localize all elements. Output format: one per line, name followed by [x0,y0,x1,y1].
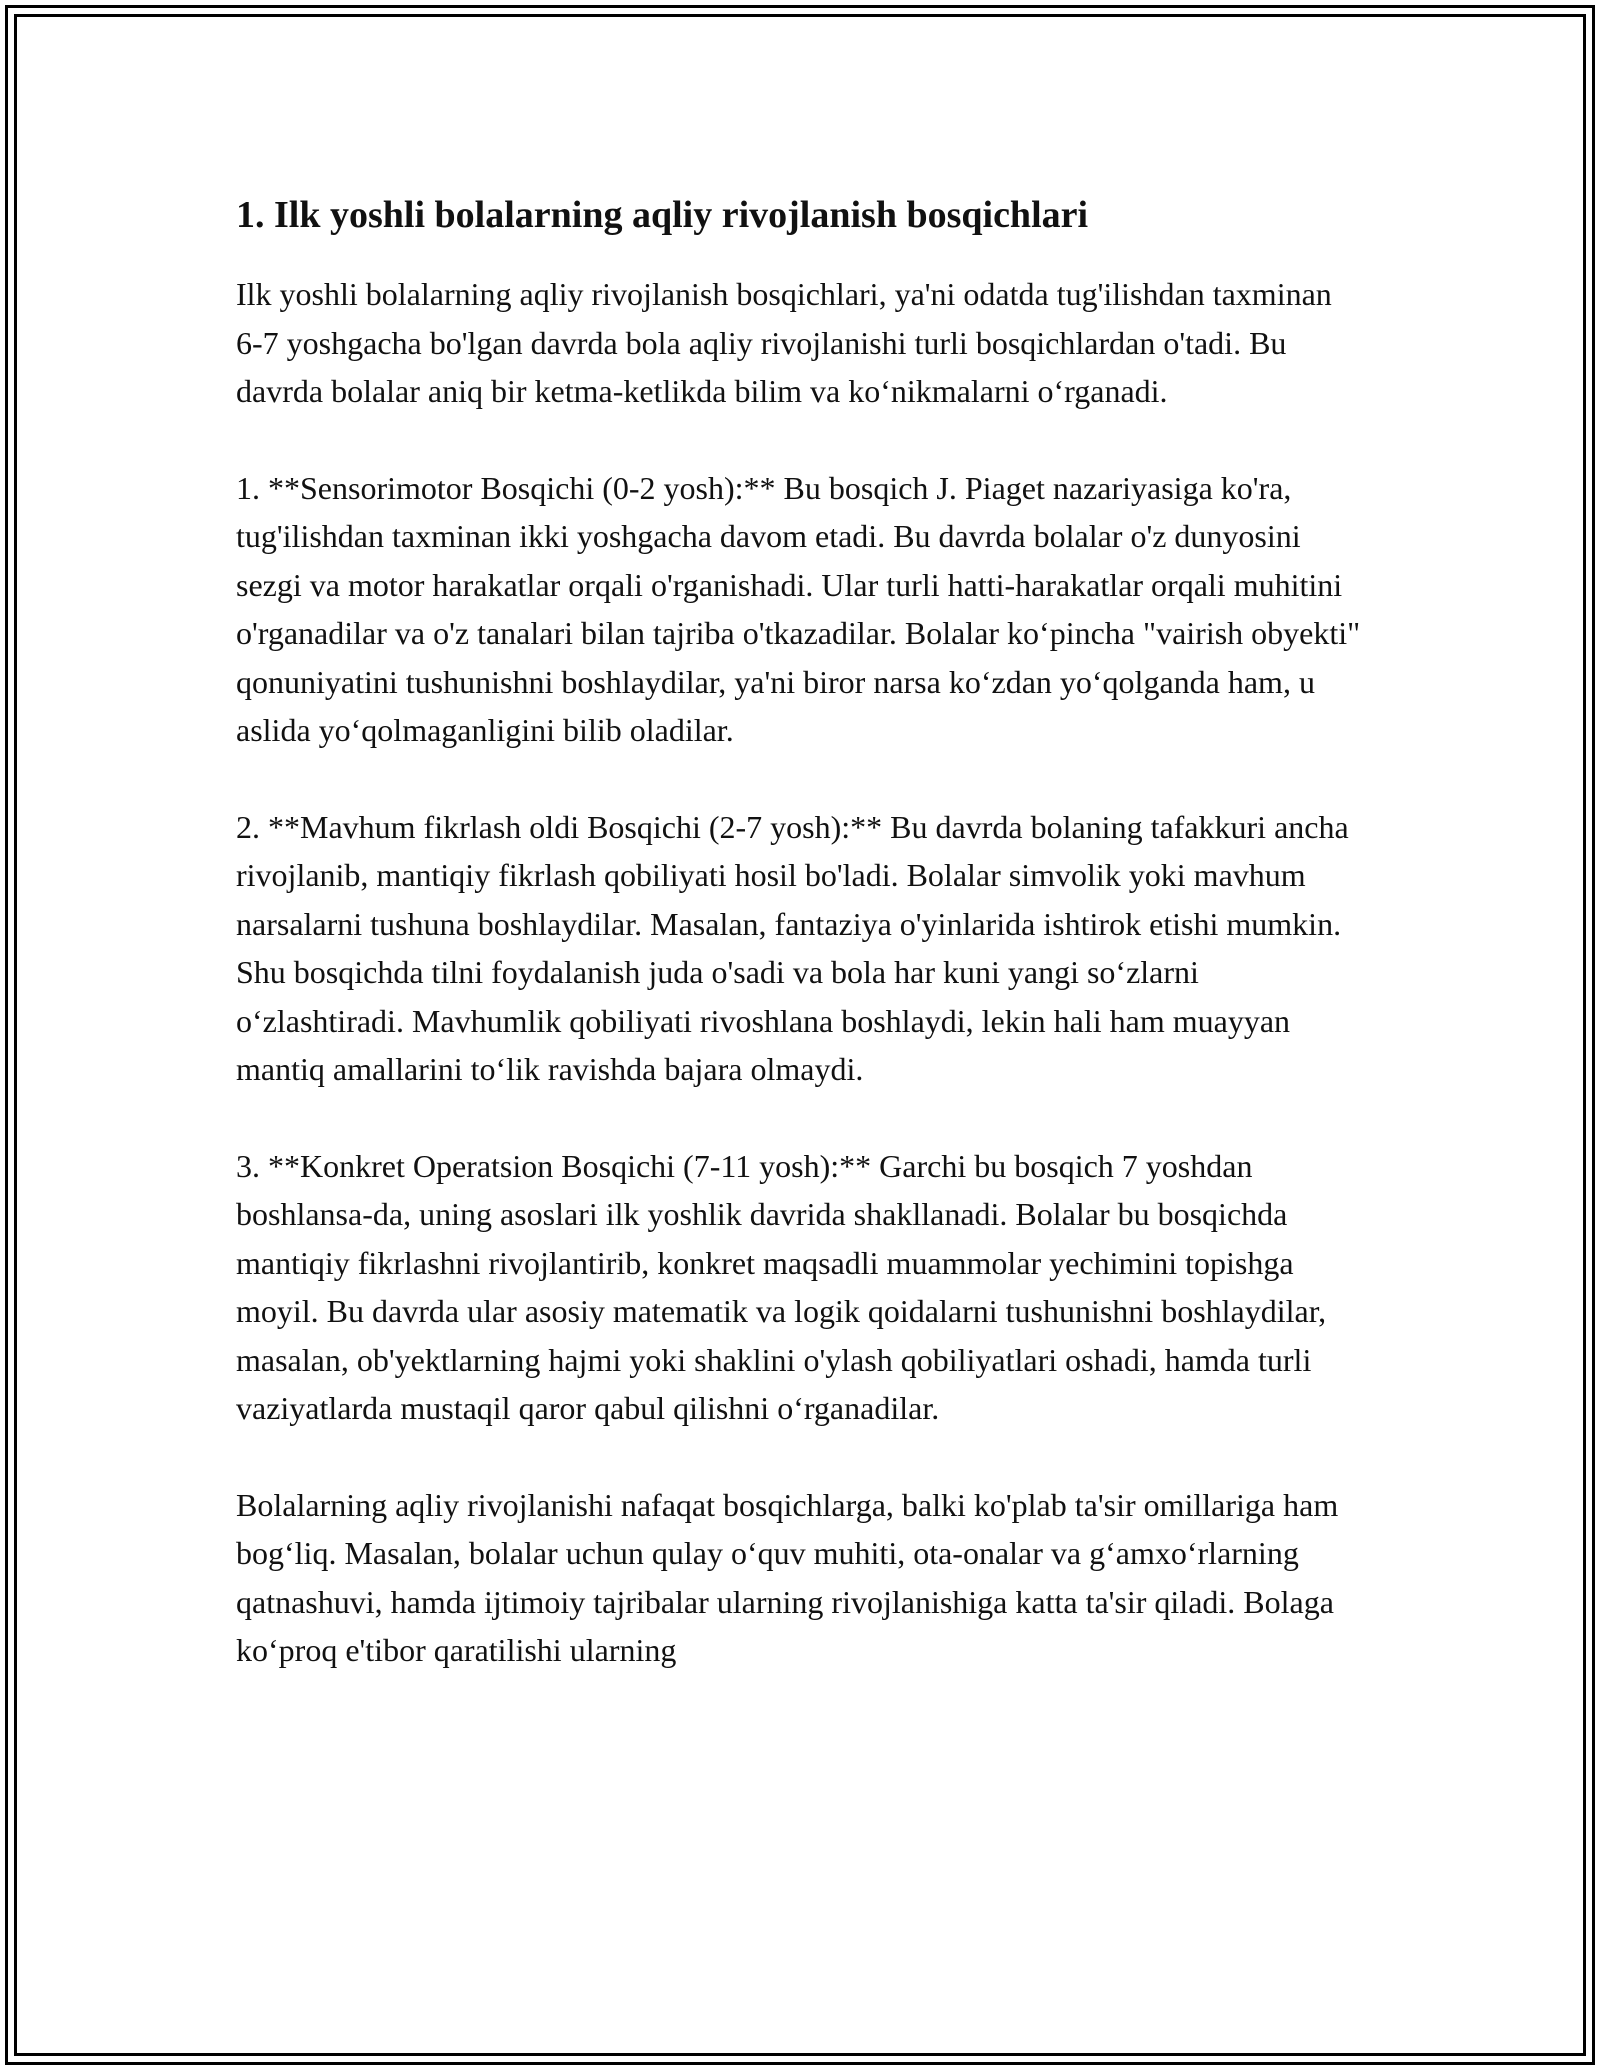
intro-paragraph: Ilk yoshli bolalarning aqliy rivojlanish bosqichlari, ya'ni odatda tug'ilishdan taxminan 6-7 yoshgacha bo'lgan davrda bola aqliy rivojlanishi turli bosqichlardan o'tadi. Bu davrda bolalar aniq bir ketma-ketlikda bilim va ko‘nikmalarni o‘rganadi. [236,276,1332,409]
sensorimotor-stage-paragraph: 1. **Sensorimotor Bosqichi (0-2 yosh):** Bu bosqich J. Piaget nazariyasiga ko'ra, tug'ilishdan taxminan ikki yoshgacha davom etadi. Bu davrda bolalar o'z dunyosini sezgi va motor harakatlar orqali o'rganishadi. Ular turli hatti-harakatlar orqali muhitini o'rganadilar va o'z tanalari bilan tajriba o'tkazadilar. Bolalar ko‘pincha "vairish obyekti" qonuniyatini tushunishni boshlaydilar, ya'ni biror narsa ko‘zdan yo‘qolganda ham, u aslida yo‘qolmaganligini bilib oladilar. [236,469,1361,748]
concrete-operational-stage-paragraph: 3. **Konkret Operatsion Bosqichi (7-11 yosh):** Garchi bu bosqich 7 yoshdan boshlansa-da, uning asoslari ilk yoshlik davrida shakllanadi. Bolalar bu bosqichda mantiqiy fikrlashni rivojlantirib, konkret maqsadli muammolar yechimini topishga moyil. Bu davrda ular asosiy matematik va logik qoidalarni tushunishni boshlaydilar, masalan, ob'yektlarning hajmi yoki shaklini o'ylash qobiliyatlari oshadi, hamda turli vaziyatlarda mustaqil qaror qabul qilishni o‘rganadilar. [236,1147,1327,1426]
preoperational-stage-paragraph: 2. **Mavhum fikrlash oldi Bosqichi (2-7 yosh):** Bu davrda bolaning tafakkuri ancha rivojlanib, mantiqiy fikrlash qobiliyati hosil bo'ladi. Bolalar simvolik yoki mavhum narsalarni tushuna boshlaydilar. Masalan, fantaziya o'yinlarida ishtirok etishi mumkin. Shu bosqichda tilni foydalanish juda o'sadi va bola har kuni yangi so‘zlarni o‘zlashtiradi. Mavhumlik qobiliyati rivoshlana boshlaydi, lekin hali ham muayyan mantiq amallarini to‘lik ravishda bajara olmaydi. [236,808,1349,1087]
document-title: 1. Ilk yoshli bolalarning aqliy rivojlanish bosqichlari [236,194,1089,236]
influencing-factors-paragraph: Bolalarning aqliy rivojlanishi nafaqat bosqichlarga, balki ko'plab ta'sir omillariga ham bog‘liq. Masalan, bolalar uchun qulay o‘quv muhiti, ota-onalar va g‘amxo‘rlarning qatnashuvi, hamda ijtimoiy tajribalar ularning rivojlanishiga katta ta'sir qiladi. Bolaga ko‘proq e'tibor qaratilishi ularning [236,1486,1339,1668]
document-body [236,190,1366,1723]
